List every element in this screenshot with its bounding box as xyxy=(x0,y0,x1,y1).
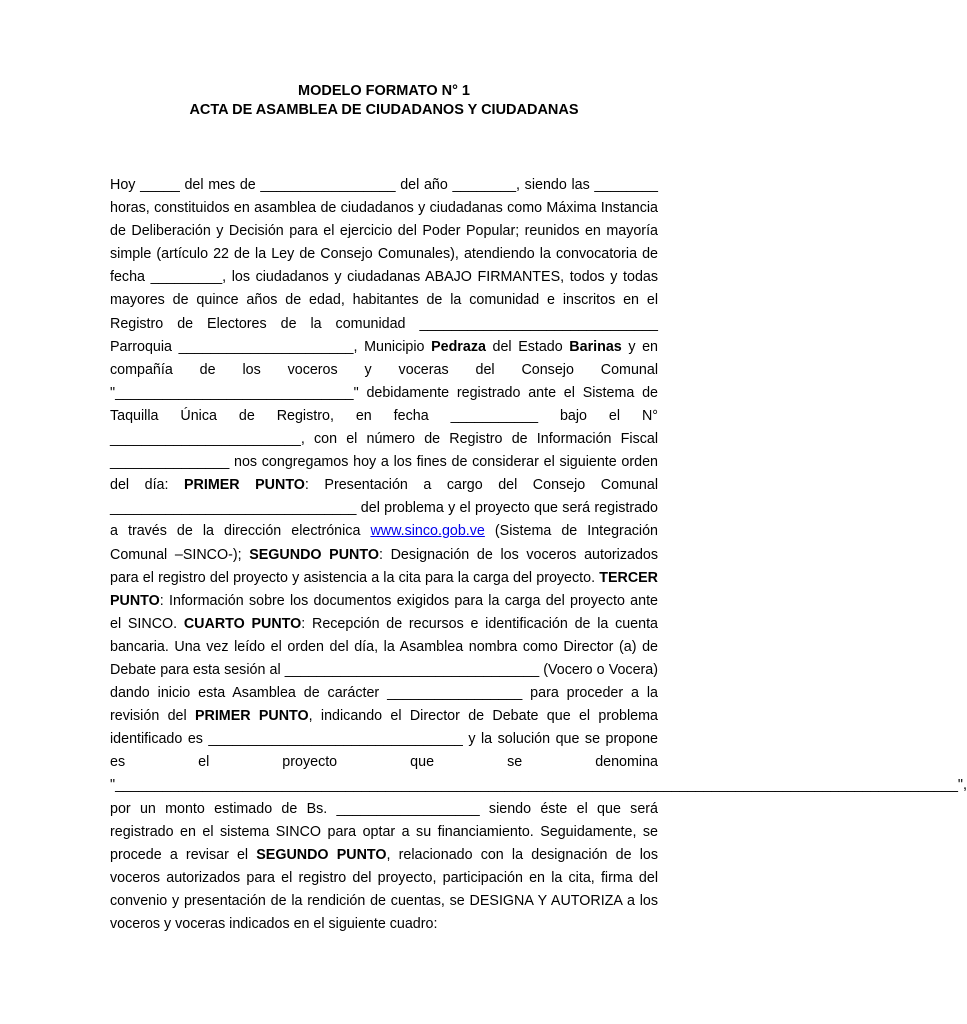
body-text-segment: (Sistema de Integración Comunal –SINCO-); xyxy=(110,523,658,563)
body-text-segment: y en compañía de los voceros y voceras del Consejo Comunal "______________________________" debidamente registrado ante el Sistema de Taquilla Única de Registro, en fecha ___________ bajo el N° ________________________, con el número de Registro de Información Fiscal _______________ nos congregamos hoy a los fines de considerar el siguiente orden del día: xyxy=(110,338,658,494)
body-text-segment: del Estado xyxy=(485,338,570,355)
document-title xyxy=(0,82,768,120)
body-text-segment: : Designación de los voceros autorizados para el registro del proyecto y asistencia a la cita para la carga del proyecto. xyxy=(110,546,658,586)
segundo-punto-label-2: SEGUNDO PUNTO xyxy=(256,846,387,863)
body-text-segment: Hoy _____ del mes de _________________ del año ________, siendo las ________ horas, constituidos en asamblea de ciudadanos y ciudadanas como Máxima Instancia de Deliberación y Decisión para el ejercicio del Poder Popular; reunidos en mayoría simple (artículo 22 de la Ley de Consejo Comunales), atendiendo la convocatoria de fecha _________, los ciudadanos y ciudadanas ABAJO FIRMANTES, todos y todas mayores de quince años de edad, habitantes de la comunidad e inscritos en el Registro de Electores de la comunidad ______________________________ Parroquia ______________________, Municipio xyxy=(110,177,658,355)
body-text-segment: : Recepción de recursos e identificación de la cuenta bancaria. Una vez leído el orden del día, la Asamblea nombra como Director (a) de Debate para esta sesión al ________________________________ (Vocero o Vocera) dando inicio esta Asamblea de carácter _________________ para proceder a la revisión del xyxy=(110,615,658,725)
body-text-segment: : Información sobre los documentos exigidos para la carga del proyecto ante el SINCO. xyxy=(110,592,658,632)
body-text-segment: , indicando el Director de Debate que el problema identificado es ________________________________ y la solución que se propone es el proyecto que se denomina "__________________________________________________________________________________________________________", por un monto estimado de Bs. __________________ siendo éste el que será registrado en el sistema SINCO para optar a su financiamiento. Seguidamente, se procede a revisar el xyxy=(110,708,967,863)
primer-punto-label-2: PRIMER PUNTO xyxy=(194,708,309,725)
tercer-punto-label: TERCER PUNTO xyxy=(110,569,658,609)
municipio-name: Pedraza xyxy=(431,338,486,355)
estado-name: Barinas xyxy=(569,338,622,355)
segundo-punto-label: SEGUNDO PUNTO xyxy=(249,546,379,563)
title-line-2: ACTA DE ASAMBLEA DE CIUDADANOS Y CIUDADANAS xyxy=(189,102,579,118)
primer-punto-label: PRIMER PUNTO xyxy=(184,477,305,494)
sinco-website-link[interactable]: www.sinco.gob.ve xyxy=(370,523,485,540)
title-line-1: MODELO FORMATO N° 1 xyxy=(297,83,470,99)
body-text-segment: : Presentación a cargo del Consejo Comunal _______________________________ del problema y el proyecto que será registrado a través de la dirección electrónica xyxy=(110,477,659,540)
cuarto-punto-label: CUARTO PUNTO xyxy=(183,615,302,632)
acta-body-paragraph xyxy=(110,174,967,936)
body-text-segment: , relacionado con la designación de los voceros autorizados para el registro del proyecto, participación en la cita, firma del convenio y presentación de la rendición de cuentas, se DESIGNA Y AUTORIZA a los voceros y voceras indicados en el siguiente cuadro: xyxy=(110,846,658,932)
